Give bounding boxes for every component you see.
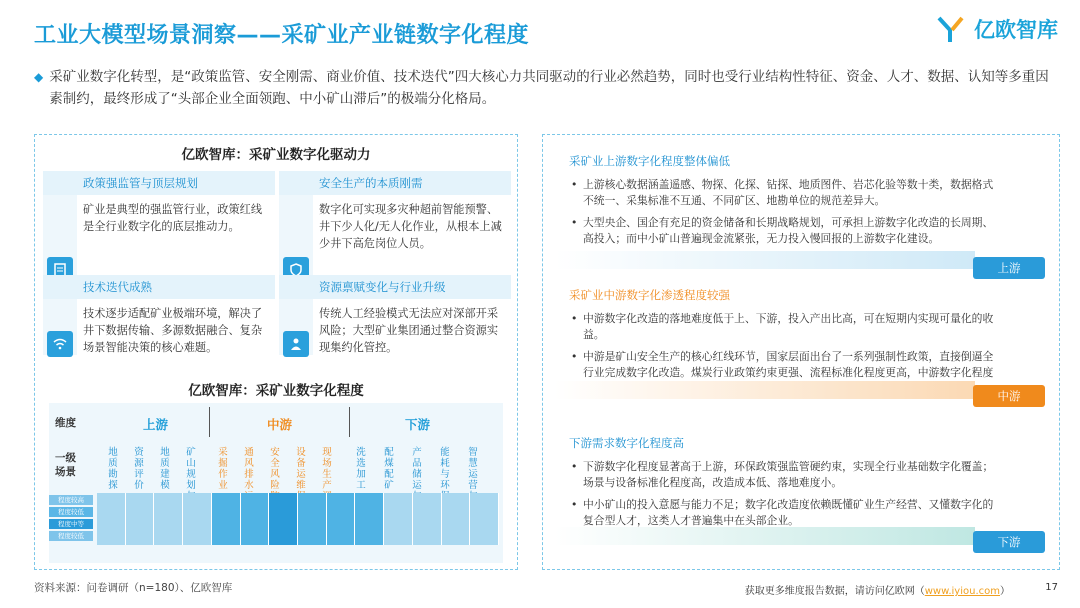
people-icon <box>283 331 309 357</box>
divider <box>209 407 210 437</box>
scene-item: 产品储运 <box>412 447 422 491</box>
bullet-item: • 上游核心数据涵盖遥感、物探、化探、钻探、地质图件、岩芯化验等数十类，数据格式不统一、采集标准不互通、不同矿区、地勘单位的规范差异大。 <box>569 177 999 209</box>
left-panel <box>34 134 518 570</box>
driver-card-resource <box>279 275 511 356</box>
scene-item: 现场生产 <box>322 447 332 491</box>
bullet-item: • 大型央企、国企有充足的资金储备和长期战略规划，可承担上游数字化改造的长周期、高投入；而中小矿山普遍现金流紧张，无力投入慢回报的上游数字化建设。 <box>569 215 999 247</box>
page-number: 17 <box>1045 582 1058 593</box>
driver-head: 资源禀赋变化与行业升级 <box>279 275 511 299</box>
scene-item: 能耗与环 <box>440 447 450 491</box>
driver-body <box>279 195 511 252</box>
scene-item: 安全风险 <box>270 447 280 491</box>
bullets-upstream <box>569 177 999 253</box>
bullet-item: • 下游数字化程度显著高于上游，环保政策强监管硬约束，实现全行业基础数字化覆盖；场景与设备标准化程度高，改造成本低、落地难度小。 <box>569 459 999 491</box>
footer-more <box>745 582 1010 597</box>
tag-midstream: 中游 <box>973 385 1045 407</box>
scene-item: 配煤配矿 <box>384 447 394 491</box>
driver-body <box>43 195 275 235</box>
heat-cell <box>470 493 499 545</box>
bullet-item: • 中游是矿山安全生产的核心红线环节，国家层面出台了一系列强制性政策，直接倒逼全行业完成数字化改造。煤炭行业政策约束更强、流程标准化程度更高，中游数字化程度 <box>569 349 999 397</box>
scene-item: 洗选加工 <box>356 447 366 491</box>
bullets-downstream <box>569 459 999 535</box>
scene-item: 通风排水 <box>244 447 254 491</box>
driver-body <box>279 299 511 356</box>
driver-card-policy <box>43 171 275 235</box>
driver-text: 数字化可实现多灾种超前智能预警、井下少人化/无人化作业，从根本上减少井下高危岗位人员。 <box>319 203 502 250</box>
level-tag: 程度中等 <box>49 519 93 529</box>
right-panel <box>542 134 1060 570</box>
tag-downstream: 下游 <box>973 531 1045 553</box>
heat-cell <box>269 493 298 545</box>
level-tag: 程度较低 <box>49 531 93 541</box>
band <box>555 251 975 269</box>
scene-item: 矿山规划 <box>186 447 196 491</box>
driver-text: 传统人工经验模式无法应对深部开采风险；大型矿业集团通过整合资源实现集约化管控。 <box>319 307 499 354</box>
heat-cell <box>241 493 270 545</box>
scene-item: 采掘作业 <box>218 447 228 491</box>
logo-icon <box>936 14 970 44</box>
heat-cell <box>154 493 183 545</box>
section-head-upstream: 采矿业上游数字化程度整体偏低 <box>569 154 730 168</box>
scene-item: 设备运维 <box>296 447 306 491</box>
heat-cell <box>126 493 155 545</box>
intro-paragraph <box>34 66 1050 110</box>
wifi-icon <box>47 331 73 357</box>
driver-head: 政策强监管与顶层规划 <box>43 171 275 195</box>
level-tag: 程度较低 <box>49 507 93 517</box>
driver-text: 矿业是典型的强监管行业，政策红线是全行业数字化的底层推动力。 <box>83 203 263 233</box>
driver-head: 安全生产的本质刚需 <box>279 171 511 195</box>
footer-link[interactable]: www.iyiou.com <box>924 586 1000 597</box>
footer-more-text: 获取更多维度报告数据，请访问亿欧网（ <box>744 586 925 597</box>
logo-text: 亿欧智库 <box>974 18 1058 42</box>
driver-card-safety <box>279 171 511 252</box>
section-head-downstream: 下游需求数字化程度高 <box>569 436 684 450</box>
section-head-midstream: 采矿业中游数字化渗透程度较强 <box>569 288 730 302</box>
heat-bar <box>97 493 499 545</box>
heat-cell <box>413 493 442 545</box>
heat-cell <box>355 493 384 545</box>
divider <box>349 407 350 437</box>
stage-downstream: 下游 <box>405 417 431 432</box>
level-tag: 程度较高 <box>49 495 93 505</box>
driver-card-tech <box>43 275 275 356</box>
tag-upstream: 上游 <box>973 257 1045 279</box>
intro-text: 采矿业数字化转型，是“政策监管、安全刚需、商业价值、技术迭代”四大核心力共同驱动的行业必然趋势，同时也受行业结构性特征、资金、人才、数据、认知等多重因素制约，最终形成了“头部企业全面领跑、中小矿山滞后”的极端分化格局。 <box>49 69 1049 107</box>
matrix-title: 亿欧智库：采矿业数字化程度 <box>188 383 364 399</box>
heat-cell <box>384 493 413 545</box>
footer-more-end: ） <box>1000 586 1010 597</box>
dimension-label: 维度 <box>55 417 76 429</box>
stage-midstream: 中游 <box>267 417 293 432</box>
source-note: 资料来源：问卷调研（n=180）、亿欧智库 <box>34 582 233 594</box>
driver-body <box>43 299 275 356</box>
band <box>555 381 975 399</box>
logo <box>936 14 1058 44</box>
heat-cell <box>298 493 327 545</box>
driver-text: 技术逐步适配矿业极端环境，解决了井下数据传输、多源数据融合、复杂场景智能决策的核心难题。 <box>83 307 263 354</box>
scene-item: 智慧运营 <box>468 447 478 491</box>
heat-cell <box>97 493 126 545</box>
heat-cell <box>327 493 356 545</box>
stage-upstream: 上游 <box>143 417 169 432</box>
heat-cell <box>183 493 212 545</box>
scene-item: 地质建模 <box>160 447 170 491</box>
page-title: 工业大模型场景洞察——采矿业产业链数字化程度 <box>34 23 530 48</box>
scene-item: 地质勘探 <box>108 447 118 491</box>
diamond-bullet-icon: ◆ <box>34 70 44 84</box>
heat-cell <box>442 493 471 545</box>
scene-item: 资源评价 <box>134 447 144 491</box>
drivers-title: 亿欧智库：采矿业数字化驱动力 <box>181 147 371 163</box>
driver-head: 技术迭代成熟 <box>43 275 275 299</box>
heat-cell <box>212 493 241 545</box>
bullet-item: • 中小矿山的投入意愿与能力不足；数字化改造度依赖既懂矿业生产经营、又懂数字化的复合型人才，这类人才普遍集中在头部企业。 <box>569 497 999 529</box>
band <box>555 527 975 545</box>
bullet-item: • 中游数字化改造的落地难度低于上、下游，投入产出比高，可在短期内实现可量化的收益。 <box>569 311 999 343</box>
scene-label: 一级场景 <box>55 452 76 478</box>
digitalization-matrix <box>49 403 503 563</box>
